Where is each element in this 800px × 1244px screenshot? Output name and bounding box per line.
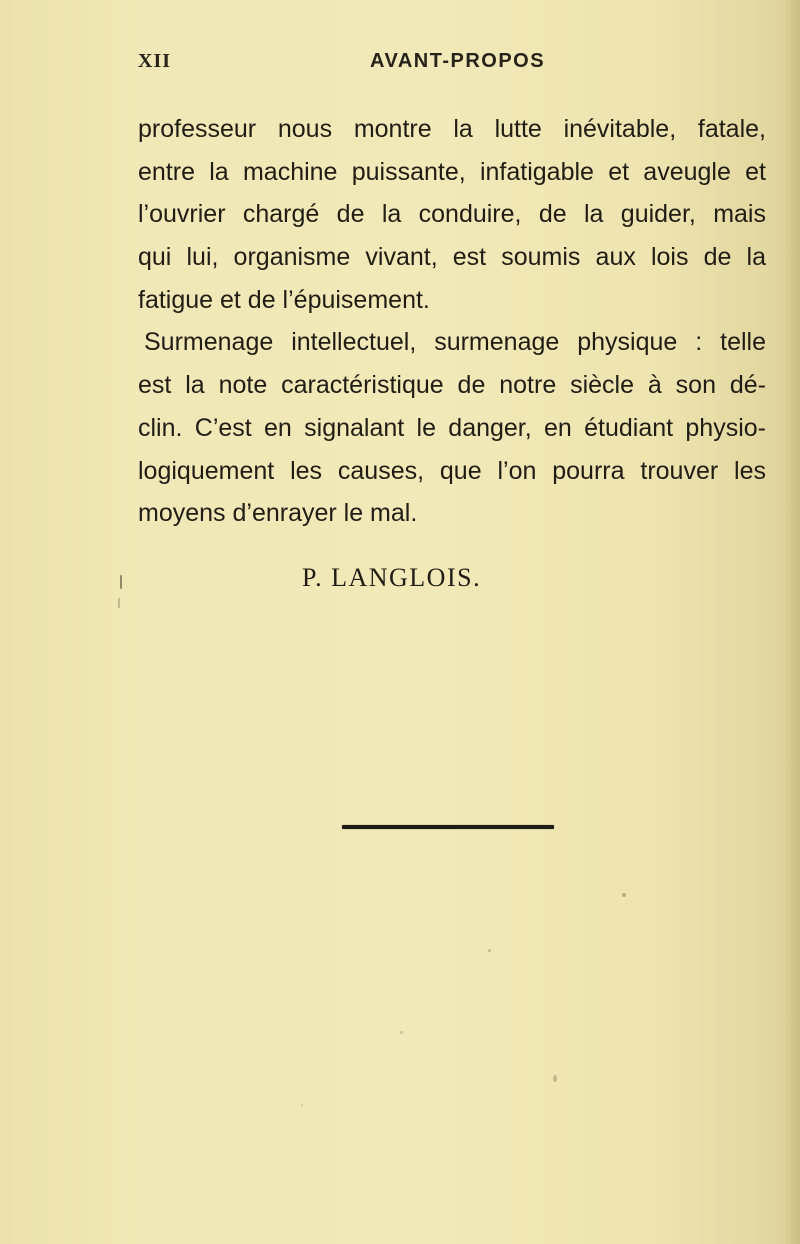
speck [622, 893, 626, 897]
paragraph-2 [138, 324, 766, 537]
text-line: est la note caractéristique de notre siècle à son dé- [138, 371, 766, 400]
text-line: fatigue et de l’épuisement. [138, 285, 430, 314]
author-signature: P. LANGLOIS. [302, 563, 482, 592]
page-edge-shadow [784, 0, 800, 1244]
text-line: entre la machine puissante, infatigable et aveugle et [138, 157, 766, 186]
text-line: Surmenage intellectuel, surmenage physique : telle [144, 328, 766, 357]
page-header [138, 50, 786, 80]
text-line: clin. C’est en signalant le danger, en étudiant physio- [138, 413, 766, 442]
text-line: moyens d’enrayer le mal. [138, 499, 418, 528]
speck [553, 1075, 557, 1082]
page-number: XII [138, 50, 172, 72]
speck [301, 1104, 303, 1106]
text-line: qui lui, organisme vivant, est soumis aux lois de la [138, 243, 766, 272]
margin-mark [120, 575, 122, 589]
text-line: logiquement les causes, que l’on pourra trouver les [138, 456, 766, 485]
speck [400, 1031, 403, 1034]
text-line: l’ouvrier chargé de la conduire, de la guider, mais [138, 200, 766, 229]
body-text [138, 111, 766, 538]
text-line: professeur nous montre la lutte inévitable, fatale, [138, 115, 766, 143]
running-head: AVANT-PROPOS [370, 50, 546, 72]
margin-mark [118, 598, 120, 608]
decorative-rule [342, 825, 554, 829]
speck [488, 949, 491, 952]
paragraph-1 [138, 111, 766, 324]
